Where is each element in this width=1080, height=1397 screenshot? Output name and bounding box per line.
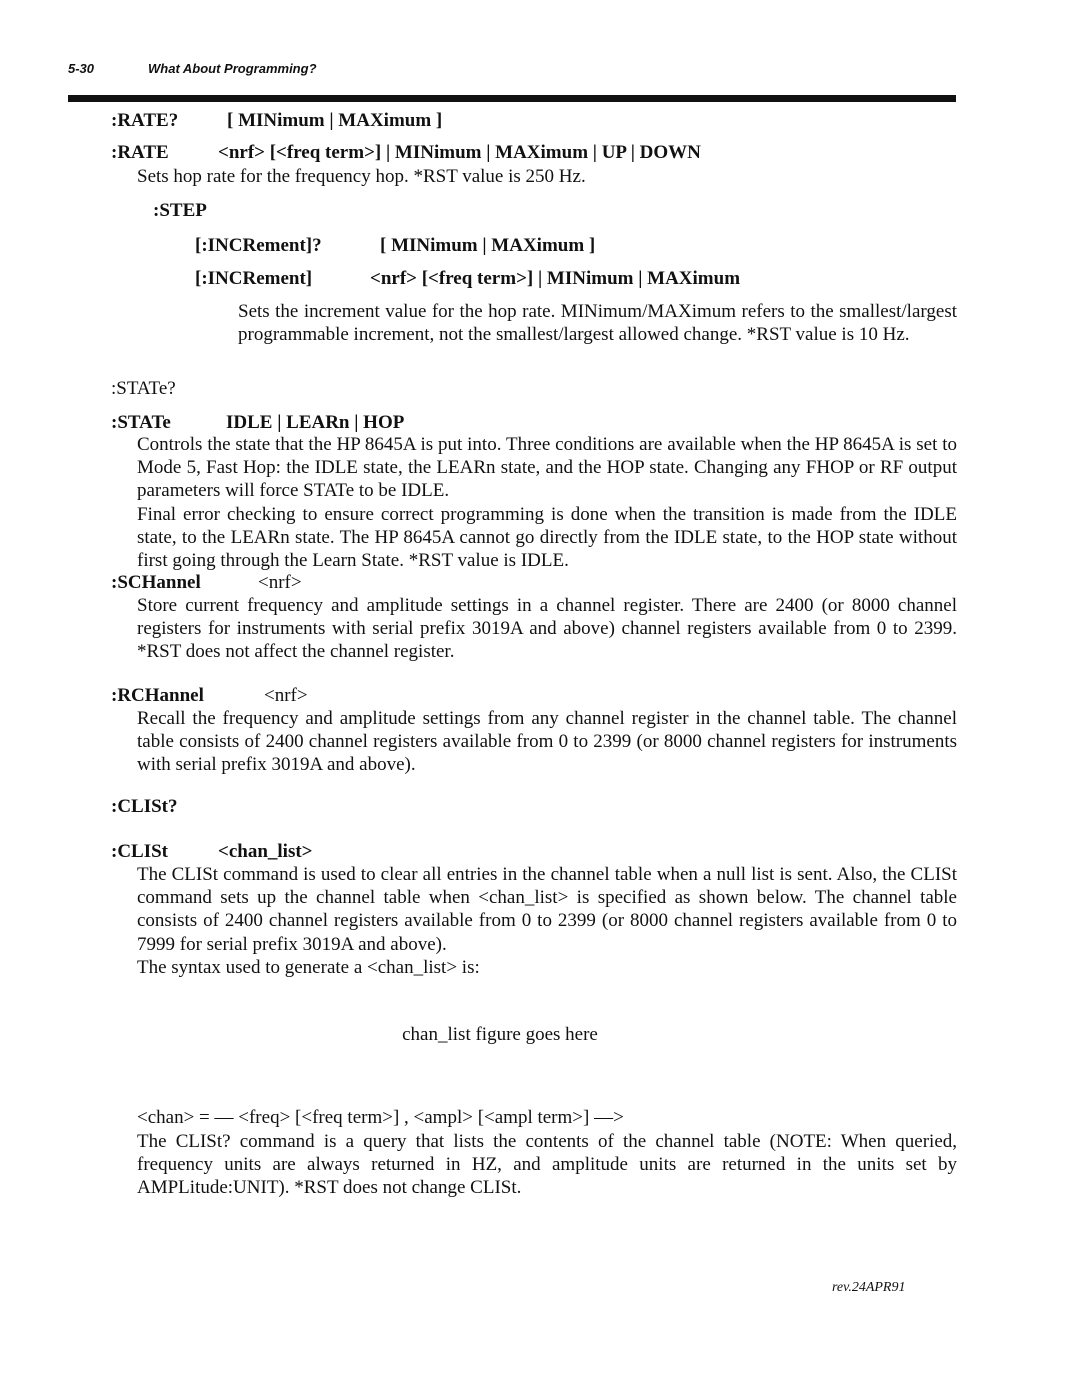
step-description-text: Sets the increment value for the hop rate. MINimum/MAXimum refers to the smallest/largest programmable increment, not the smallest/largest allowed change. *RST value is 10 Hz.: [238, 301, 957, 346]
clist-args: <chan_list>: [218, 841, 313, 862]
rchannel-description: [137, 707, 957, 777]
schannel-description-text: Store current frequency and amplitude settings in a channel register. There are 2400 (or 8000 channel registers for instruments with serial prefix 3019A and above) channel registers available from 0 to 2399. *RST does not affect the channel register.: [137, 595, 957, 663]
state-description-text-2: Final error checking to ensure correct programming is done when the transition is made from the IDLE state, to the LEARn state. The HP 8645A cannot go directly from the IDLE state, to the HOP state without first going through the Learn State. *RST value is IDLE.: [137, 503, 957, 572]
step-description: [238, 300, 957, 346]
schannel-command: :SCHannel: [111, 572, 201, 593]
chan-list-figure-placeholder: chan_list figure goes here: [402, 1024, 598, 1045]
rate-command: :RATE: [111, 142, 169, 163]
page-header: [68, 61, 317, 76]
header-rule: [68, 95, 956, 102]
schannel-args: <nrf>: [258, 572, 302, 593]
increment-query-command: [:INCRement]?: [195, 235, 322, 256]
state-command: :STATe: [111, 412, 171, 433]
chan-definition: <chan> = — <freq> [<freq term>] , <ampl> [<ampl term>] —>: [137, 1107, 624, 1128]
rchannel-args: <nrf>: [264, 685, 308, 706]
state-description: [137, 433, 957, 572]
rate-args: <nrf> [<freq term>] | MINimum | MAXimum | UP | DOWN: [218, 142, 701, 163]
clist-description-text: The CLISt command is used to clear all entries in the channel table when a null list is sent. Also, the CLISt command sets up the channel table when <chan_list> is specified as shown below. The channel table consists of 2400 channel registers available from 0 to 2399 (or 8000 channel registers available from 0 to 7999 for serial prefix 3019A and above).: [137, 864, 957, 955]
revision-footer: rev.24APR91: [832, 1280, 906, 1295]
clist-query-command: :CLISt?: [111, 796, 178, 817]
increment-query-args: [ MINimum | MAXimum ]: [380, 235, 596, 256]
section-title: What About Programming?: [148, 61, 317, 76]
rate-description: Sets hop rate for the frequency hop. *RST value is 250 Hz.: [137, 166, 586, 187]
rate-query-command: :RATE?: [111, 110, 179, 131]
rchannel-command: :RCHannel: [111, 685, 204, 706]
schannel-description: [137, 594, 957, 664]
rate-query-args: [ MINimum | MAXimum ]: [227, 110, 443, 131]
state-description-text-1: Controls the state that the HP 8645A is put into. Three conditions are available when the HP 8645A is set to Mode 5, Fast Hop: the IDLE state, the LEARn state, and the HOP state. Changing any FHOP or RF output parameters will force STATe to be IDLE.: [137, 434, 957, 502]
clist-query-description-text: The CLISt? command is a query that lists the contents of the channel table (NOTE: When queried, frequency units are always returned in HZ, and amplitude units are returned in the units set by AMPLitude:UNIT). *RST does not change CLISt.: [137, 1131, 957, 1199]
increment-command: [:INCRement]: [195, 268, 313, 289]
increment-args: <nrf> [<freq term>] | MINimum | MAXimum: [370, 268, 741, 289]
clist-command: :CLISt: [111, 841, 169, 862]
state-query-command: :STATe?: [111, 378, 176, 399]
clist-syntax-intro: The syntax used to generate a <chan_list> is:: [137, 956, 480, 978]
step-command: :STEP: [153, 200, 207, 221]
state-args: IDLE | LEARn | HOP: [226, 412, 405, 433]
clist-description: [137, 863, 957, 979]
page-number: 5-30: [68, 61, 95, 76]
clist-query-description: [137, 1130, 957, 1200]
rchannel-description-text: Recall the frequency and amplitude settings from any channel register in the channel table. The channel table consists of 2400 channel registers available from 0 to 2399 (or 8000 channel registers for instruments with serial prefix 3019A and above).: [137, 708, 957, 776]
